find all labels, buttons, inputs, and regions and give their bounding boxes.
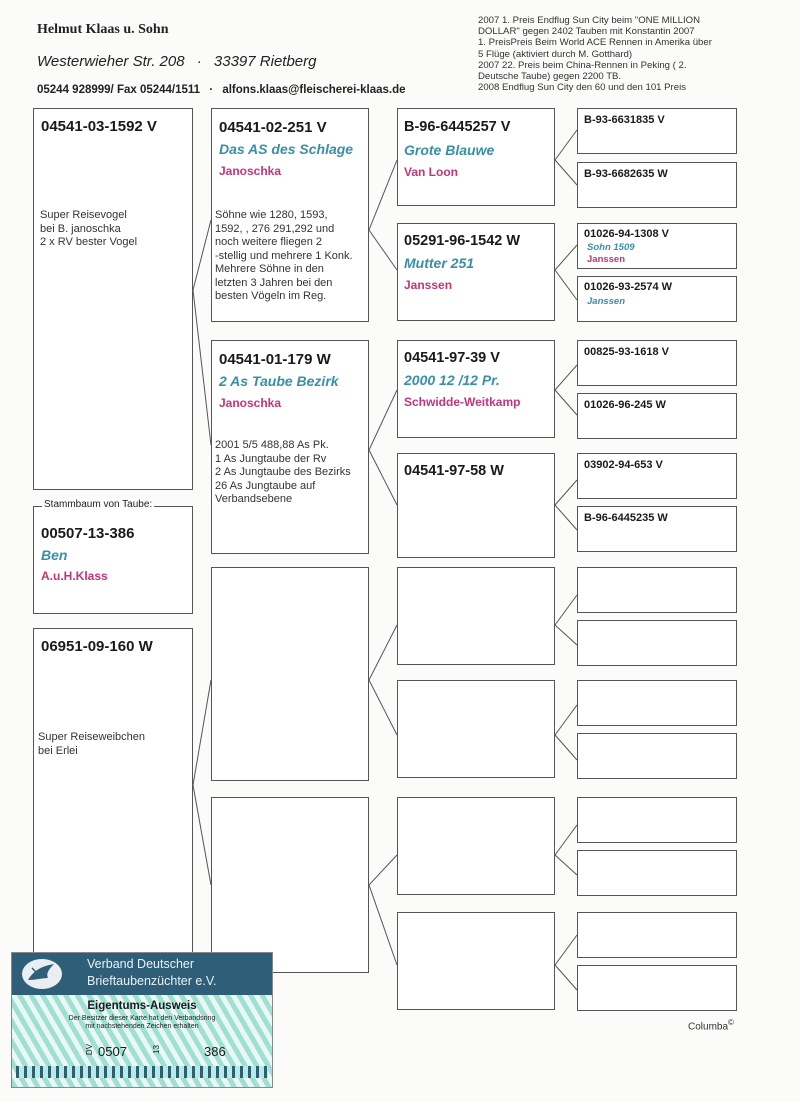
great-grandsire-box bbox=[397, 340, 555, 438]
card-year: 13 bbox=[151, 1045, 161, 1054]
empty-gen4-box bbox=[577, 680, 737, 726]
achievement-line: Deutsche Taube) gegen 2200 TB. bbox=[478, 71, 622, 83]
ancestor-breeder: Schwidde-Weitkamp bbox=[404, 395, 521, 409]
desc-line: 26 As Jungtaube auf bbox=[215, 479, 316, 492]
card-org-line1: Verband Deutscher bbox=[87, 957, 195, 971]
gen4-ring-number: 01026-96-245 W bbox=[584, 399, 666, 411]
gen4-box bbox=[577, 276, 737, 322]
desc-line: Söhne wie 1280, 1593, bbox=[215, 209, 328, 221]
father-ring-number: 04541-03-1592 V bbox=[41, 118, 157, 135]
achievement-line: 2007 1. Preis Endflug Sun City beim "ONE MILLION bbox=[478, 15, 701, 26]
empty-gen4-box bbox=[577, 965, 737, 1011]
city: 33397 Rietberg bbox=[213, 53, 317, 70]
grandsire-breeder: Janoschka bbox=[219, 164, 282, 178]
dove-logo-icon bbox=[18, 956, 66, 992]
watermark-text: Columba bbox=[688, 1021, 729, 1033]
empty-ancestor-box bbox=[397, 912, 555, 1010]
gen4-box bbox=[577, 340, 737, 386]
gen4-box bbox=[577, 162, 737, 208]
ancestor-name: Grote Blauwe bbox=[404, 142, 495, 158]
card-subtitle-line: Der Besitzer dieser Karte hat den Verbandsring bbox=[68, 1015, 216, 1022]
desc-line: 1592, , 276 291,292 und bbox=[215, 222, 335, 235]
ancestor-ring-number: 05291-96-1542 W bbox=[404, 233, 521, 249]
granddam-breeder: Janoschka bbox=[219, 396, 282, 410]
card-subtitle bbox=[12, 1015, 272, 1031]
great-granddam-box bbox=[397, 223, 555, 321]
subject-name: Ben bbox=[41, 547, 68, 563]
desc-line: bei B. janoschka bbox=[40, 222, 121, 235]
grandsire-ring-number: 04541-02-251 V bbox=[219, 119, 327, 136]
address-separator: · bbox=[196, 53, 202, 70]
gen4-name: Janssen bbox=[587, 296, 626, 307]
subject-breeder: A.u.H.Klass bbox=[41, 569, 108, 583]
desc-line: 2 As Jungtaube des Bezirks bbox=[215, 466, 351, 478]
desc-line: -stellig und mehrere 1 Konk. bbox=[215, 249, 353, 262]
subject-ring-number: 00507-13-386 bbox=[41, 525, 135, 542]
ancestor-ring-number: 04541-97-58 W bbox=[404, 463, 504, 479]
ownership-card bbox=[11, 952, 273, 1088]
gen4-box bbox=[577, 453, 737, 499]
granddam-ring-number: 04541-01-179 W bbox=[219, 351, 331, 368]
address-line bbox=[37, 53, 316, 70]
gen4-ring-number: B-93-6682635 W bbox=[584, 168, 668, 180]
empty-gen4-box bbox=[577, 567, 737, 613]
empty-ancestor-box bbox=[211, 567, 369, 781]
desc-line: Mehrere Söhne in den bbox=[215, 263, 324, 275]
desc-line: bei Erlei bbox=[38, 744, 78, 757]
empty-gen4-box bbox=[577, 620, 737, 666]
desc-line: Super Reisevogel bbox=[40, 209, 127, 221]
card-org-line2: Brieftaubenzüchter e.V. bbox=[87, 974, 217, 988]
desc-line: Super Reiseweibchen bbox=[38, 731, 146, 743]
gen4-box bbox=[577, 223, 737, 269]
achievement-line: DOLLAR" gegen 2402 Tauben mit Konstantin 2007 bbox=[478, 26, 695, 38]
card-title: Eigentums-Ausweis bbox=[87, 1000, 197, 1012]
achievement-line: 2008 Endflug Sun City den 60 und den 101 Preis bbox=[478, 82, 687, 94]
ancestor-ring-number: 04541-97-39 V bbox=[404, 350, 500, 366]
empty-gen4-box bbox=[577, 912, 737, 958]
card-subtitle-line: mit nachstehenden Zeichen erhalten bbox=[85, 1023, 199, 1030]
gen4-breeder: Janssen bbox=[587, 254, 626, 265]
achievements-block bbox=[478, 15, 778, 93]
contact-line bbox=[37, 84, 406, 96]
gen4-box bbox=[577, 506, 737, 552]
father-description bbox=[40, 209, 137, 250]
contact-separator: · bbox=[209, 84, 214, 96]
card-dv-label: DV bbox=[85, 1043, 95, 1056]
empty-ancestor-box bbox=[211, 797, 369, 973]
gen4-ring-number: 01026-93-2574 W bbox=[584, 281, 673, 293]
ancestor-name: 2000 12 /12 Pr. bbox=[404, 372, 500, 388]
empty-gen4-box bbox=[577, 733, 737, 779]
empty-ancestor-box bbox=[397, 680, 555, 778]
great-granddam-box bbox=[397, 453, 555, 558]
empty-ancestor-box bbox=[397, 567, 555, 665]
desc-line: 2001 5/5 488,88 As Pk. bbox=[215, 439, 329, 451]
achievement-line: 2007 22. Preis beim China-Rennen in Peking ( 2. bbox=[478, 59, 687, 71]
empty-ancestor-box bbox=[397, 797, 555, 895]
mother-description bbox=[38, 731, 145, 758]
grandsire-description bbox=[215, 209, 353, 304]
achievement-line: 1. PreisPreis Beim World ACE Rennen in Amerika über bbox=[478, 37, 712, 49]
father-box bbox=[33, 108, 193, 490]
gen4-ring-number: B-96-6445235 W bbox=[584, 512, 668, 524]
gen4-ring-number: 03902-94-653 V bbox=[584, 459, 663, 471]
phone-fax: 05244 928999/ Fax 05244/1511 bbox=[37, 84, 201, 96]
desc-line: letzten 3 Jahren bei den bbox=[215, 276, 333, 289]
subject-box bbox=[33, 506, 193, 614]
granddam-description bbox=[215, 439, 351, 507]
mother-ring-number: 06951-09-160 W bbox=[41, 638, 153, 655]
card-serial: 386 bbox=[204, 1044, 226, 1059]
achievement-line: 5 Flüge (aktiviert durch M. Gotthard) bbox=[478, 48, 633, 60]
ancestor-ring-number: B-96-6445257 V bbox=[404, 119, 511, 135]
desc-line: 2 x RV bester Vogel bbox=[40, 236, 138, 248]
gen4-box bbox=[577, 393, 737, 439]
desc-line: noch weitere fliegen 2 bbox=[215, 236, 323, 248]
card-bottom-border bbox=[16, 1066, 268, 1078]
gen4-ring-number: B-93-6631835 V bbox=[584, 114, 665, 126]
desc-line: besten Vögeln im Reg. bbox=[215, 290, 327, 302]
gen4-name: Sohn 1509 bbox=[587, 242, 635, 253]
watermark bbox=[688, 1018, 734, 1032]
gen4-ring-number: 01026-94-1308 V bbox=[584, 228, 670, 240]
empty-gen4-box bbox=[577, 797, 737, 843]
card-header bbox=[12, 953, 272, 995]
grandsire-box bbox=[211, 108, 369, 322]
great-grandsire-box bbox=[397, 108, 555, 206]
gen4-ring-number: 00825-93-1618 V bbox=[584, 346, 670, 358]
gen4-box bbox=[577, 108, 737, 154]
grandsire-name: Das AS des Schlage bbox=[219, 141, 354, 157]
ancestor-name: Mutter 251 bbox=[404, 255, 475, 271]
copyright-symbol: © bbox=[728, 1018, 734, 1027]
mother-box bbox=[33, 628, 193, 958]
desc-line: 1 As Jungtaube der Rv bbox=[215, 452, 327, 465]
ancestor-breeder: Van Loon bbox=[404, 165, 458, 179]
street: Westerwieher Str. 208 bbox=[37, 53, 185, 70]
card-ring-number: 0507 bbox=[98, 1044, 127, 1059]
empty-gen4-box bbox=[577, 850, 737, 896]
desc-line: Verbandsebene bbox=[215, 493, 293, 505]
granddam-box bbox=[211, 340, 369, 554]
granddam-name: 2 As Taube Bezirk bbox=[219, 373, 339, 389]
email: alfons.klaas@fleischerei-klaas.de bbox=[222, 84, 406, 96]
ancestor-breeder: Janssen bbox=[404, 278, 453, 292]
pedigree-label: Stammbaum von Taube: bbox=[44, 499, 153, 510]
owner-name: Helmut Klaas u. Sohn bbox=[37, 22, 169, 37]
